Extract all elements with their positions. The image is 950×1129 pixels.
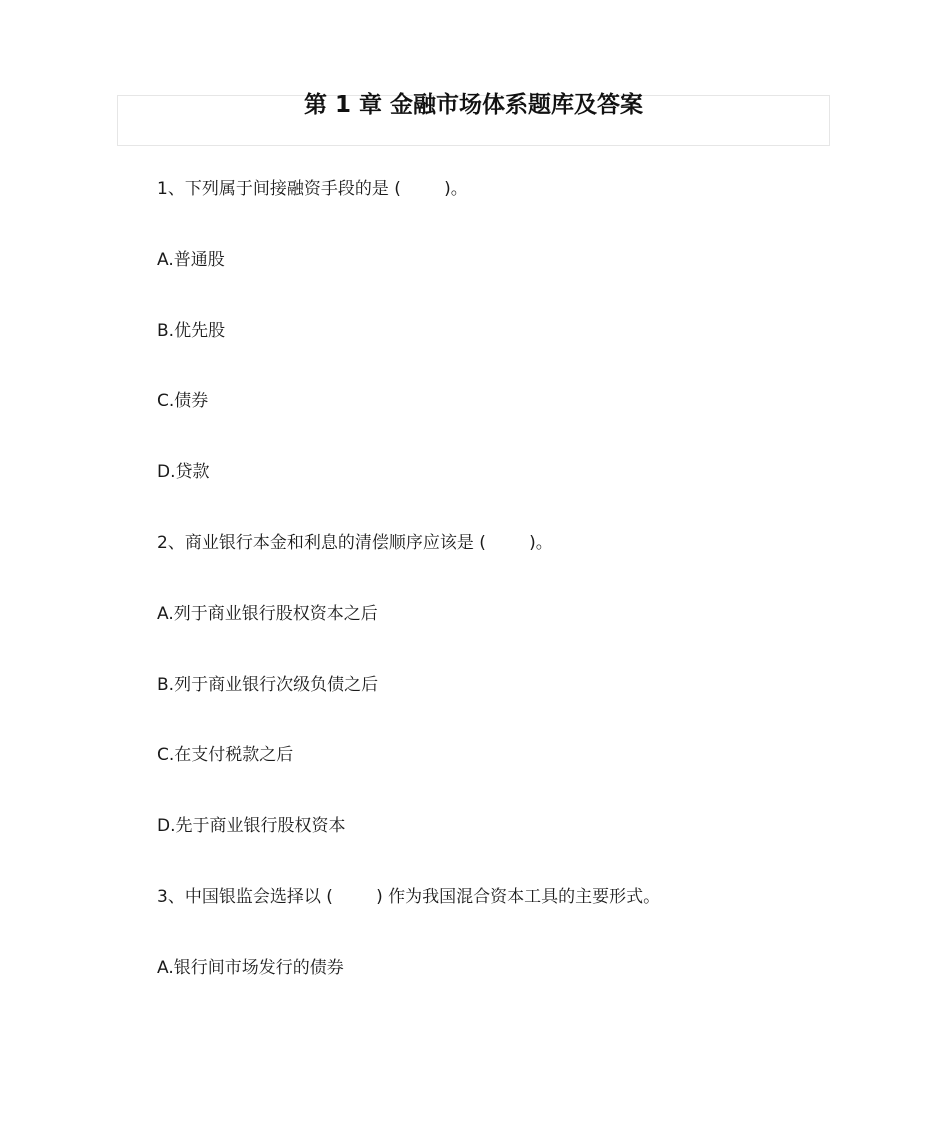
question-1-option-d: D.贷款 [157, 462, 210, 483]
question-1-stem: 1、下列属于间接融资手段的是 ( )。 [157, 179, 468, 199]
question-1-option-c: C.债券 [157, 391, 209, 412]
question-2-option-a: A.列于商业银行股权资本之后 [157, 603, 378, 624]
question-1-option-b: B.优先股 [157, 320, 226, 341]
question-2-option-c: C.在支付税款之后 [157, 745, 294, 766]
page-title: 第 1 章 金融市场体系题库及答案 [303, 92, 644, 118]
question-2-option-d: D.先于商业银行股权资本 [157, 816, 346, 837]
title-box [117, 92, 830, 146]
question-3-stem: 3、中国银监会选择以 ( ) 作为我国混合资本工具的主要形式。 [157, 886, 661, 907]
question-2-option-b: B.列于商业银行次级负债之后 [157, 674, 379, 695]
question-list [157, 176, 837, 1026]
question-1-option-a: A.普通股 [157, 249, 225, 270]
question-3-option-a: A.银行间市场发行的债券 [157, 957, 344, 978]
question-2-stem: 2、商业银行本金和利息的清偿顺序应该是 ( )。 [157, 532, 553, 553]
